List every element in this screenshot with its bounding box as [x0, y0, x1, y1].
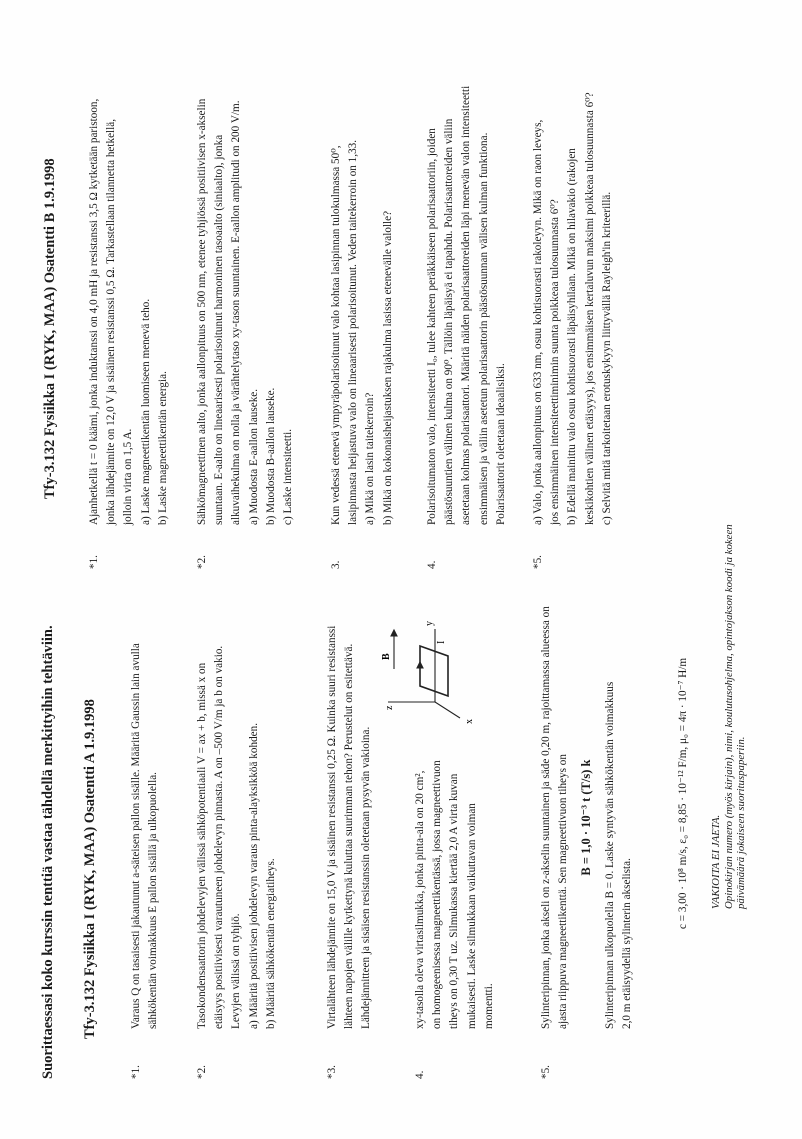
x-axis-line — [435, 702, 460, 718]
problem-b5 — [530, 92, 616, 525]
problem-text: alkuvaihekulma on nolla ja värähtelytaso xy-tason suuntainen. E-aallon amplitudi on 200 V/m. — [230, 100, 243, 525]
problem-b1 — [86, 99, 172, 525]
problem-text: Lähdejännitteen ja sisäisen resistanssin oletetaan pysyvän vakioina. — [360, 726, 373, 1029]
problem-a4 — [412, 760, 498, 1029]
subquestion: b) Mikä on kokonaisheijastuksen rajakulma lasissa etenevälle valolle? — [381, 210, 394, 525]
problem-a5 — [538, 606, 636, 1029]
problem-text: mukaisesti. Laske silmukkaan vaikuttavan voiman — [465, 803, 478, 1029]
problem-text: Varaus Q on tasaisesti jakautunut a-säteisen pallon sisälle. Määritä Gaussin lain avulla — [130, 643, 142, 1029]
note-line: päivämäärä jokaiseen suorituspaperiin. — [735, 736, 747, 909]
problem-text: lasipinnasta heijastuva valo on lineaarisesti polarisoitunut. Veden taitekerroin on 1,33. — [347, 139, 360, 525]
problem-number: *2. — [196, 1065, 208, 1079]
exam-b-title: Tfy-3.132 Fysiikka I (RYK, MAA) Osatentti B 1.9.1998 — [42, 158, 58, 499]
problem-text: jonka lähdejännite on 12,0 V ja sisäinen resistanssi 0,5 Ω. Tarkastellaan tilannetta hetkellä, — [105, 118, 118, 525]
subquestion: b) Edellä mainittu valo osuu kohtisuorasti läpäisyhilaan. Mikä on hilavakio (rakojen — [566, 148, 579, 525]
current-loop — [420, 646, 448, 696]
problem-number: 4. — [414, 1070, 426, 1079]
y-axis-label: y — [424, 621, 435, 626]
problem-text: sähkökentän voimakkuus E pallon sisällä ja ulkopuolella. — [147, 772, 160, 1029]
problem-b4 — [424, 86, 510, 525]
subquestion: b) Muodosta B-aallon lauseke. — [264, 387, 277, 525]
problem-number: 4. — [426, 560, 438, 569]
problem-text: jolloin virta on 1,5 A. — [122, 428, 135, 525]
subquestion: jos ensimmäinen intensiteettiminimin suunta poikkeaa tulosuunnasta 6⁰? — [549, 199, 562, 525]
problem-number: *5. — [532, 555, 544, 569]
subquestion: b) Laske magneettikentän energia. — [156, 371, 169, 525]
problem-text: Tasokondensaattorin johdelevyjen välissä sähköpotentiaali V = ax + b, missä x on — [196, 662, 208, 1029]
problem-text: ensimmäisen ja väliin asetetun polarisaattorin päästösuunnan välisen kulman funktiona. — [477, 132, 490, 525]
arrowhead-icon — [417, 662, 423, 668]
problem-number: *3. — [326, 1065, 338, 1079]
problem-text: Sähkömagneettinen aalto, jonka aallonpituus on 500 nm, etenee tyhjiössä positiivisen x-akselin — [196, 98, 208, 525]
problem-text: Kun vedessä etenevä ympyräpolarisoitunut valo kohtaa lasipinnan tulokulmassa 50⁰, — [330, 145, 342, 525]
b-field-label: B — [381, 653, 392, 660]
problem-text: xy-tasolla oleva virtasilmukka, jonka pinta-ala on 20 cm², — [414, 770, 426, 1029]
formula-b-field: B = 1,0 · 10⁻³ t (T/s) k — [579, 759, 594, 876]
x-axis-label: x — [464, 719, 475, 724]
problem-number: 3. — [330, 560, 342, 569]
subquestion: a) Määritä positiivisen johdelevyn varaus pinta-alayksikköä kohden. — [247, 722, 260, 1029]
problem-number: *1. — [88, 555, 100, 569]
problem-text: Ajanhetkellä t = 0 käämi, jonka induktanssi on 4,0 mH ja resistanssi 3,5 Ω kytketään paristoon, — [88, 98, 100, 525]
subquestion: keskikohtien välinen etäisyys), jos ensimmäisen kertaluvun maksimi poikkeaa tulosuunnasta 6⁰? — [583, 92, 596, 525]
z-axis-label: z — [384, 705, 395, 710]
problem-text: on homogeenisessa magneettikentässä, jossa magneettivuon — [431, 760, 444, 1029]
problem-text: momentti. — [482, 983, 495, 1029]
problem-text: asetetaan kolmas polarisaattori. Määritä näiden polarisaattoreiden läpi menevän valon intensiteetti — [460, 85, 473, 525]
instruction-heading: Suorittaessasi koko kurssin tenttiä vastaa tähdellä merkittyihin tehtäviin. — [40, 625, 56, 1079]
problem-number: *2. — [196, 555, 208, 569]
problem-text: 2,0 m etäisyydellä sylinterin akselista. — [620, 858, 633, 1029]
exam-a-title: Tfy-3.132 Fysiikka I (RYK, MAA) Osatentti A 1.9.1998 — [82, 699, 98, 1039]
subquestion: a) Mikä on lasin taitekerroin? — [364, 392, 377, 525]
problem-text: suuntaan. E-aalto on lineaarisesti polarisoitunut harmoninen tasoaalto (siniaalto), jonka — [213, 134, 226, 525]
subquestion: b) Määritä sähkökentän energiatiheys. — [264, 858, 277, 1029]
problem-a1 — [128, 643, 162, 1029]
problem-b2 — [194, 99, 297, 525]
problem-b3 — [328, 140, 397, 525]
exam-a-column — [0, 524, 802, 1139]
subquestion: a) Valo, jonka aallonpituus on 633 nm, osuu kohtisuorasti rakoleyyn. Mikä on raon leveys, — [532, 119, 544, 525]
current-label: I — [436, 640, 447, 644]
problem-text: Virtalähteen lähdejännite on 15,0 V ja sisäinen resistanssi 0,25 Ω. Kuinka suuri resistanssi — [326, 625, 338, 1029]
problem-a3 — [324, 626, 376, 1029]
subquestion: c) Laske intensiteetti. — [282, 429, 295, 525]
subquestion: c) Selvitä mitä tarkoitetaan erotuskykyyn liittyvällä Rayleigh'in kriteerillä. — [600, 191, 613, 525]
subquestion: a) Laske magneettikentän luomiseen menevä teho. — [139, 298, 152, 525]
arrowhead-icon — [391, 630, 397, 636]
problem-number: *5. — [540, 1065, 552, 1079]
problem-text: tiheys on 0,30 T uz. Silmukassa kiertää 2,0 A virta kuvan — [448, 773, 461, 1029]
problem-text: Sylinteripinnan, jonka akseli on z-akselin suuntainen ja säde 0,20 m, rajoittamassa alueessa on — [540, 606, 552, 1029]
problem-text: Sylinteripinnan ulkopuolella B = 0. Laske syntyvän sähkökentän voimakkuus — [603, 681, 616, 1029]
problem-text: Polarisaattorit oletetaan ideaalisiksi. — [494, 363, 507, 525]
problem-text: Levyjen välissä on tyhjiö. — [230, 913, 243, 1029]
note-line: VAKIOITA EI JAETA. — [710, 814, 722, 909]
problem-number: *1. — [130, 1065, 142, 1079]
problem-a2 — [194, 646, 280, 1029]
problem-text: päästösuuntien välinen kulma on 90⁰. Tällöin läpäisyä ei tapahdu. Polarisaattoreiden väliin — [443, 118, 456, 525]
problem-text: lähteen napojen välille kytkettynä kuluttaa suurimman tehon? Perustelut on esitettävä. — [343, 643, 356, 1029]
subquestion: a) Muodosta E-aallon lauseke. — [247, 388, 260, 525]
current-loop-figure — [380, 604, 480, 724]
physical-constants: c = 3,00 · 10⁸ m/s, ε₀ = 8,85 · 10⁻¹² F/m, μ₀ = 4π · 10⁻⁷ H/m — [677, 657, 689, 929]
problem-text: ajasta riippuva magneettikenttä. Sen magneettivuon tiheys on — [557, 754, 570, 1029]
problem-text: Polarisoitumaton valo, intensiteetti I₀, tulee kahteen peräkkäiseen polarisaattoriin, joiden — [426, 128, 438, 525]
exam-b-column — [0, 0, 802, 569]
problem-text: etäisyys positiivisesti varautuneen johdelevyn pinnasta. A on –500 V/m ja b on vakio. — [213, 645, 226, 1029]
footer-note — [710, 524, 748, 909]
note-line: Opinokirjan numero (myös kirjain), nimi, koulutusohjelma, opintojakson koodi ja kokeen — [722, 524, 735, 909]
